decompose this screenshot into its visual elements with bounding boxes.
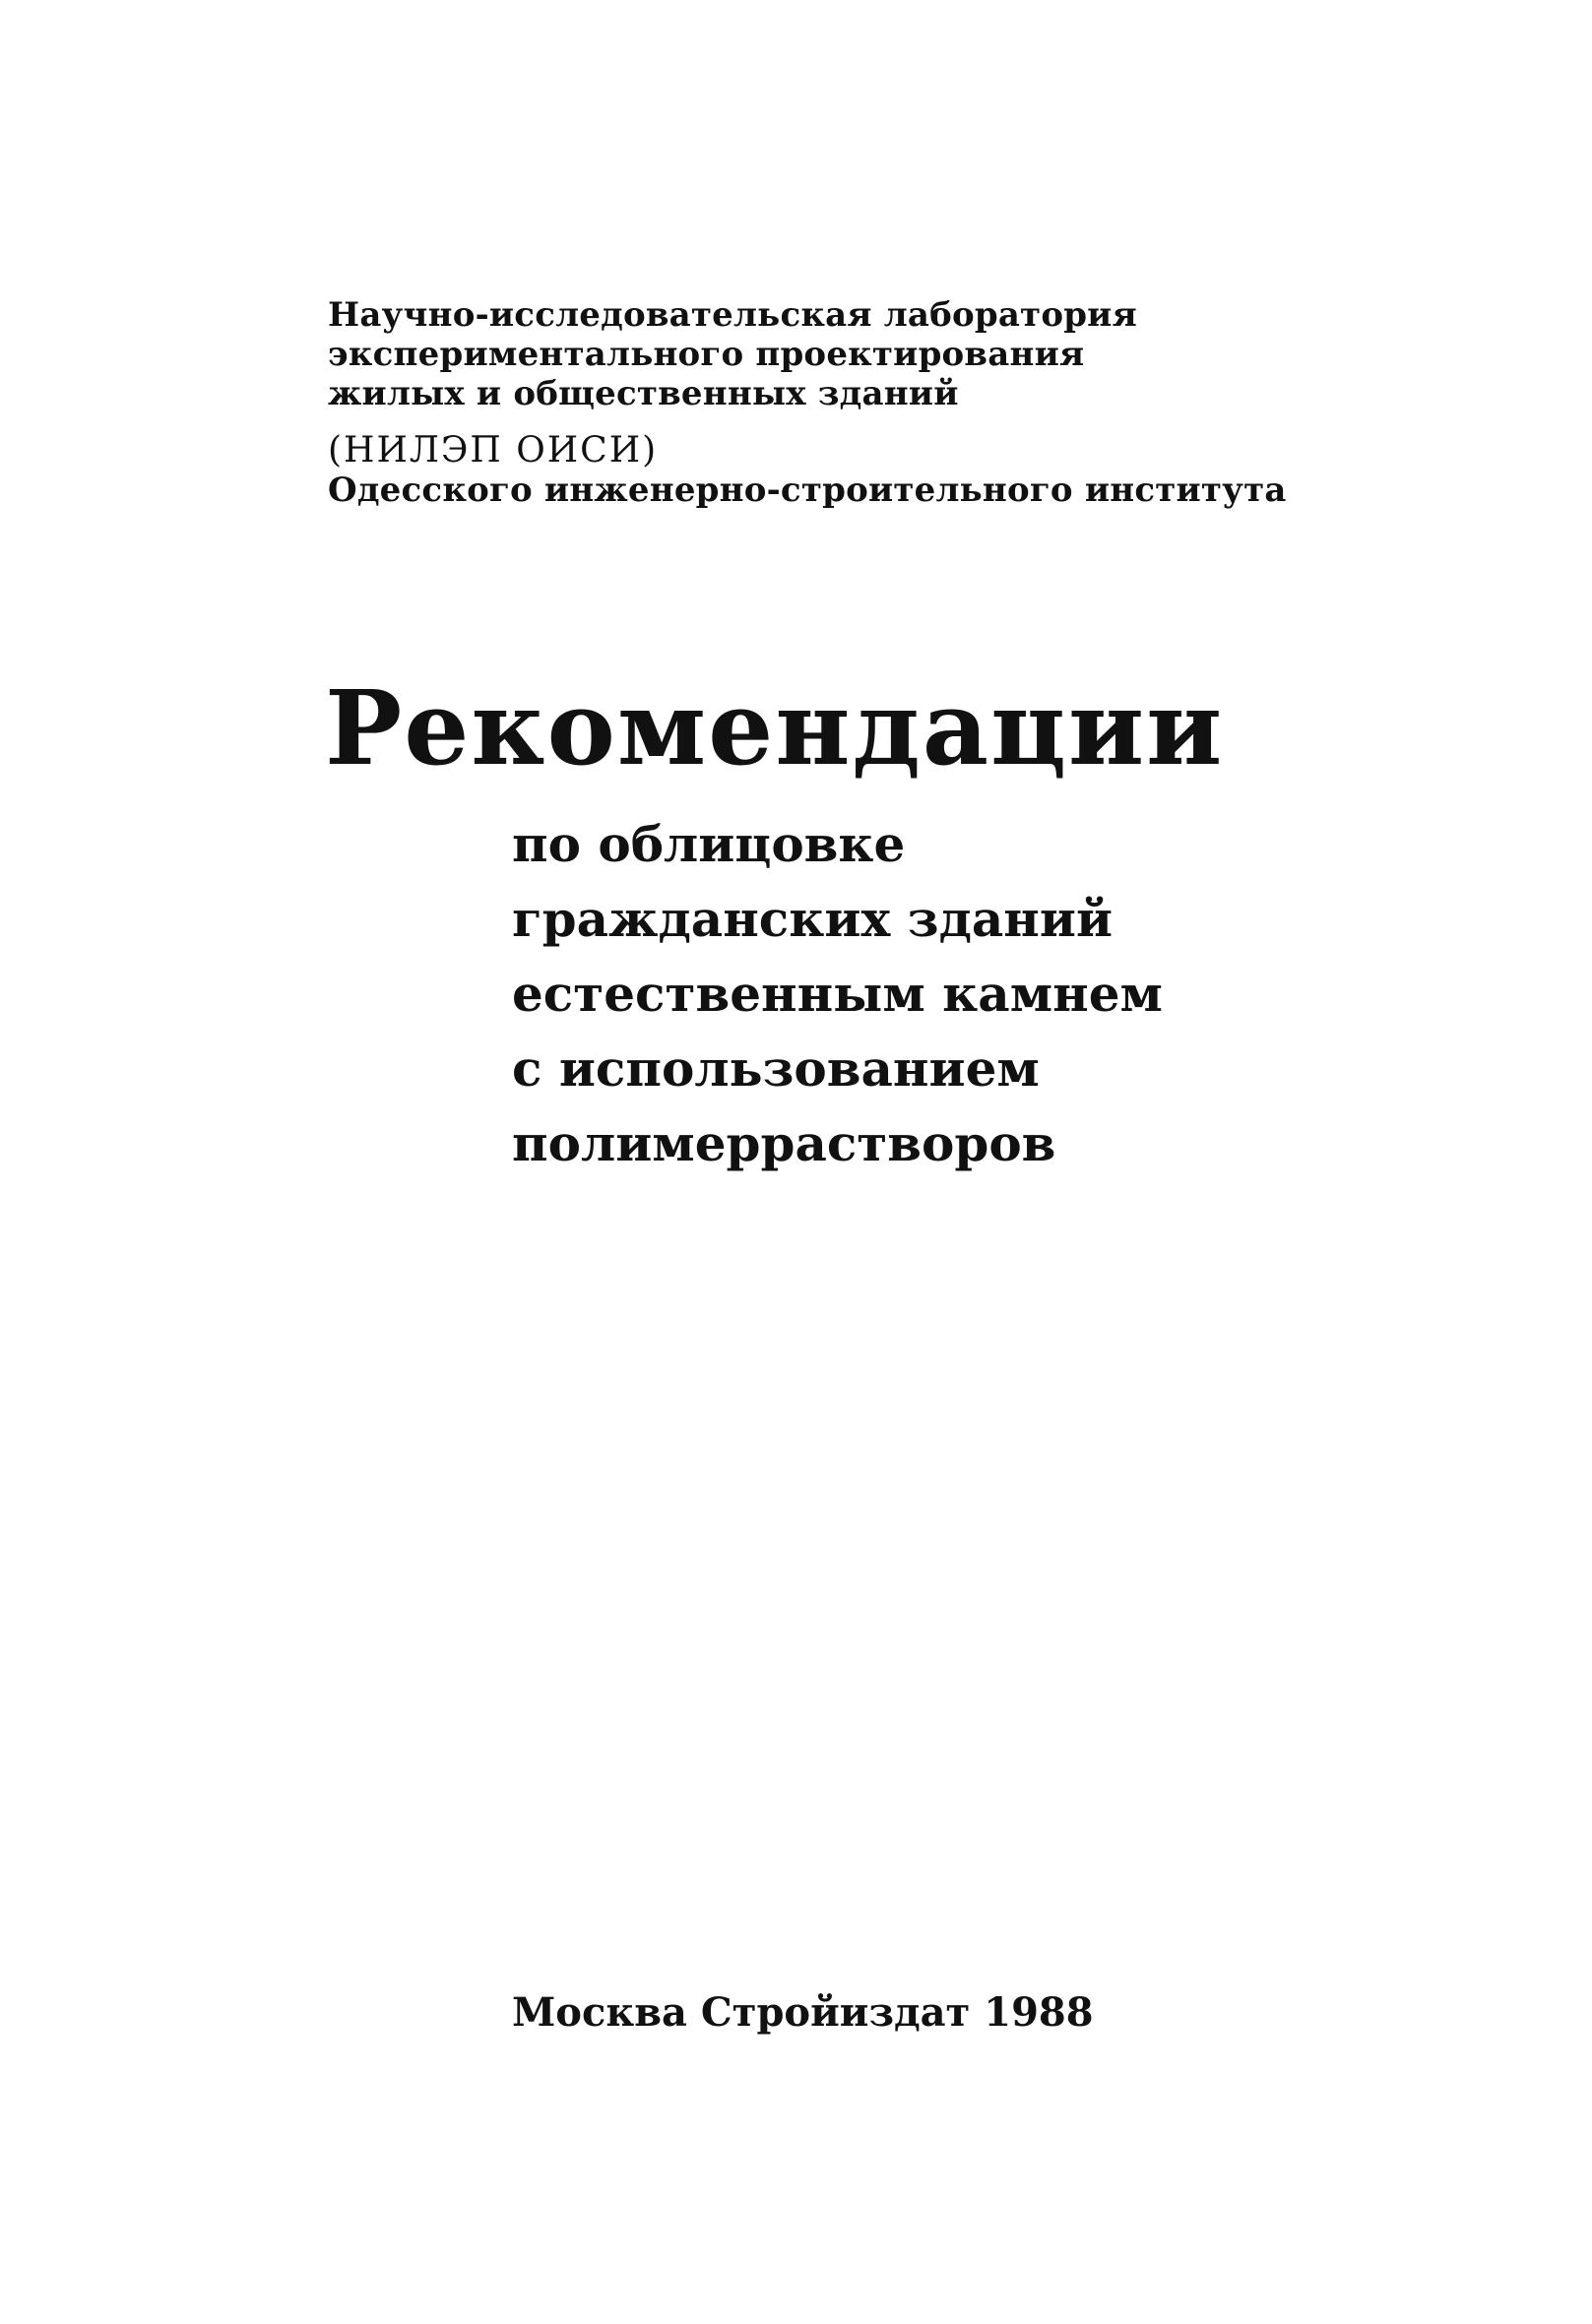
institution-block (328, 295, 1411, 510)
spacer (328, 413, 1411, 431)
institution-parent: Одесского инженерно-строительного института (328, 471, 1287, 510)
document-title: Рекомендации (325, 667, 1225, 788)
institution-abbreviation: (НИЛЭП ОИСИ) (328, 430, 659, 471)
subtitle-line: полимеррастворов (512, 1114, 1056, 1172)
publisher-imprint: Москва Стройиздат 1988 (512, 1989, 1094, 2036)
institution-line: экспериментального проектирования (328, 335, 1085, 374)
subtitle-line: естественным камнем (512, 965, 1163, 1023)
institution-line: жилых и общественных зданий (328, 374, 959, 413)
subtitle-line: гражданских зданий (512, 890, 1114, 948)
subtitle-line: по облицовке (512, 815, 906, 873)
document-subtitle (512, 807, 1398, 1181)
subtitle-line: с использованием (512, 1039, 1040, 1098)
institution-line: Научно-исследовательская лаборатория (328, 295, 1137, 335)
